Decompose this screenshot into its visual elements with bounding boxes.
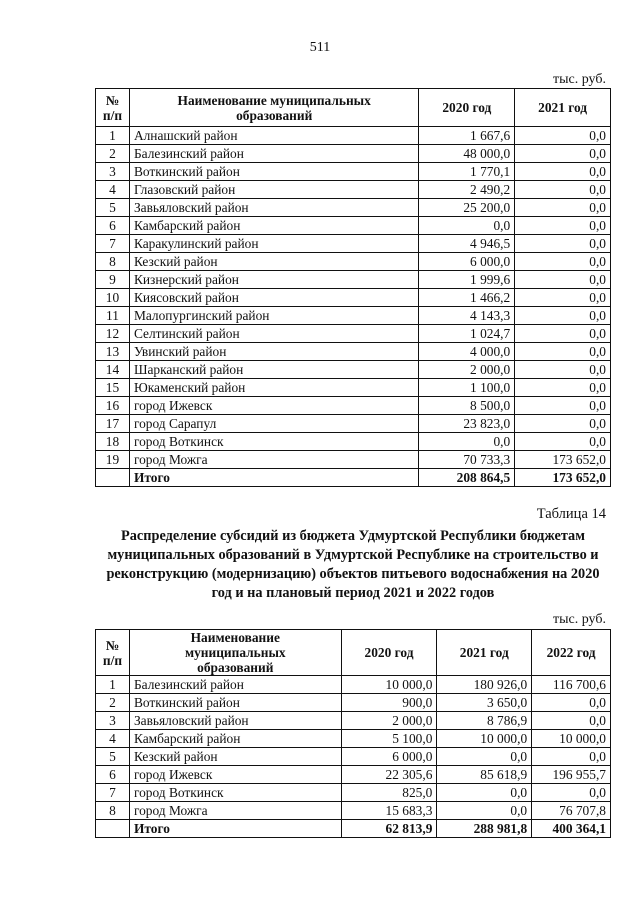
municipality-name: город Ижевск: [129, 397, 419, 415]
value-2021: 0,0: [437, 784, 532, 802]
table-row: [96, 748, 611, 766]
row-number: 6: [96, 766, 130, 784]
table2-units: тыс. руб.: [553, 612, 606, 627]
table-row: [96, 271, 611, 289]
value-2021: 0,0: [515, 361, 611, 379]
value-2021: 0,0: [515, 343, 611, 361]
table-row: [96, 253, 611, 271]
value-2020: 15 683,3: [341, 802, 437, 820]
value-2020: 6 000,0: [419, 253, 515, 271]
table2-caption: Таблица 14: [536, 506, 606, 522]
table2-title: Распределение субсидий из бюджета Удмуртской Республики бюджетам муниципальных образований в Удмуртской Республике на строительство и реконструкцию (модернизацию) объектов питьевого водоснабжения на 2020 год и на плановый период 2021 и 2022 годов: [106, 528, 600, 601]
value-2021: 0,0: [515, 379, 611, 397]
value-2020: 4 143,3: [419, 307, 515, 325]
value-2020: 70 733,3: [419, 451, 515, 469]
value-2021: 8 786,9: [437, 712, 532, 730]
value-2021: 0,0: [515, 253, 611, 271]
value-2021: 3 650,0: [437, 694, 532, 712]
row-number: 11: [96, 307, 130, 325]
header-name: Наименование муниципальных образований: [129, 630, 341, 676]
table-row: [96, 325, 611, 343]
value-2020: 2 490,2: [419, 181, 515, 199]
row-number: 10: [96, 289, 130, 307]
page-number: 511: [309, 40, 331, 55]
table-row: [96, 379, 611, 397]
table1-units: тыс. руб.: [553, 72, 606, 87]
row-number: 7: [96, 784, 130, 802]
total-row: [96, 469, 611, 487]
municipality-name: Увинский район: [129, 343, 419, 361]
value-2021: 0,0: [515, 271, 611, 289]
municipality-name: Селтинский район: [129, 325, 419, 343]
value-2021: 0,0: [515, 325, 611, 343]
table-row: [96, 730, 611, 748]
value-2021: 0,0: [515, 127, 611, 145]
table-row: [96, 235, 611, 253]
table-row: [96, 127, 611, 145]
total-2022: 400 364,1: [532, 820, 611, 838]
table-row: [96, 676, 611, 694]
value-2020: 1 466,2: [419, 289, 515, 307]
table-row: [96, 451, 611, 469]
value-2020: 23 823,0: [419, 415, 515, 433]
value-2020: 825,0: [341, 784, 437, 802]
value-2021: 180 926,0: [437, 676, 532, 694]
header-2020: 2020 год: [341, 630, 437, 676]
value-2020: 25 200,0: [419, 199, 515, 217]
table-row: [96, 181, 611, 199]
municipality-name: Камбарский район: [129, 730, 341, 748]
table-row: [96, 694, 611, 712]
row-number: 15: [96, 379, 130, 397]
row-number: 8: [96, 253, 130, 271]
municipality-name: город Можга: [129, 451, 419, 469]
total-label: Итого: [129, 469, 419, 487]
municipality-name: Кезский район: [129, 253, 419, 271]
value-2021: 0,0: [515, 433, 611, 451]
total-2020: 208 864,5: [419, 469, 515, 487]
value-2020: 6 000,0: [341, 748, 437, 766]
header-2021: 2021 год: [437, 630, 532, 676]
municipality-name: Завьяловский район: [129, 712, 341, 730]
value-2022: 196 955,7: [532, 766, 611, 784]
value-2020: 1 770,1: [419, 163, 515, 181]
value-2020: 0,0: [419, 433, 515, 451]
value-2021: 0,0: [437, 748, 532, 766]
value-2020: 900,0: [341, 694, 437, 712]
table-row: [96, 433, 611, 451]
value-2020: 5 100,0: [341, 730, 437, 748]
value-2020: 4 000,0: [419, 343, 515, 361]
municipality-name: Воткинский район: [129, 694, 341, 712]
municipality-name: город Ижевск: [129, 766, 341, 784]
municipality-name: Завьяловский район: [129, 199, 419, 217]
row-number: 17: [96, 415, 130, 433]
table-row: [96, 802, 611, 820]
value-2021: 10 000,0: [437, 730, 532, 748]
value-2022: 76 707,8: [532, 802, 611, 820]
row-number: 3: [96, 163, 130, 181]
total-2020: 62 813,9: [341, 820, 437, 838]
table-row: [96, 199, 611, 217]
row-number: 8: [96, 802, 130, 820]
table-row: [96, 784, 611, 802]
municipality-name: Воткинский район: [129, 163, 419, 181]
municipality-name: Шарканский район: [129, 361, 419, 379]
municipality-name: город Воткинск: [129, 433, 419, 451]
row-number: 3: [96, 712, 130, 730]
value-2021: 0,0: [515, 145, 611, 163]
value-2021: 0,0: [515, 307, 611, 325]
total-label: Итого: [129, 820, 341, 838]
row-number: 5: [96, 199, 130, 217]
total-num-cell: [96, 469, 130, 487]
value-2022: 10 000,0: [532, 730, 611, 748]
value-2021: 0,0: [515, 181, 611, 199]
value-2020: 2 000,0: [419, 361, 515, 379]
value-2020: 8 500,0: [419, 397, 515, 415]
table1-body: [96, 127, 611, 487]
header-num: № п/п: [96, 89, 130, 127]
value-2021: 0,0: [515, 397, 611, 415]
municipality-name: город Воткинск: [129, 784, 341, 802]
value-2021: 0,0: [515, 415, 611, 433]
table2: [95, 629, 611, 838]
value-2021: 0,0: [515, 163, 611, 181]
total-2021: 173 652,0: [515, 469, 611, 487]
table-row: [96, 361, 611, 379]
table-row: [96, 307, 611, 325]
municipality-name: Малопургинский район: [129, 307, 419, 325]
row-number: 7: [96, 235, 130, 253]
municipality-name: Камбарский район: [129, 217, 419, 235]
value-2022: 116 700,6: [532, 676, 611, 694]
municipality-name: Каракулинский район: [129, 235, 419, 253]
municipality-name: Юкаменский район: [129, 379, 419, 397]
value-2021: 0,0: [515, 289, 611, 307]
row-number: 6: [96, 217, 130, 235]
header-2020: 2020 год: [419, 89, 515, 127]
municipality-name: Кезский район: [129, 748, 341, 766]
value-2020: 10 000,0: [341, 676, 437, 694]
value-2020: 4 946,5: [419, 235, 515, 253]
row-number: 4: [96, 730, 130, 748]
row-number: 14: [96, 361, 130, 379]
row-number: 1: [96, 676, 130, 694]
table-row: [96, 217, 611, 235]
value-2020: 1 024,7: [419, 325, 515, 343]
row-number: 1: [96, 127, 130, 145]
table1: [95, 88, 611, 487]
municipality-name: Кизнерский район: [129, 271, 419, 289]
value-2021: 0,0: [515, 217, 611, 235]
header-2022: 2022 год: [532, 630, 611, 676]
value-2021: 173 652,0: [515, 451, 611, 469]
value-2021: 85 618,9: [437, 766, 532, 784]
municipality-name: Киясовский район: [129, 289, 419, 307]
table-row: [96, 145, 611, 163]
row-number: 4: [96, 181, 130, 199]
row-number: 16: [96, 397, 130, 415]
value-2021: 0,0: [437, 802, 532, 820]
value-2020: 0,0: [419, 217, 515, 235]
municipality-name: город Можга: [129, 802, 341, 820]
table-row: [96, 766, 611, 784]
value-2021: 0,0: [515, 199, 611, 217]
value-2020: 22 305,6: [341, 766, 437, 784]
table-row: [96, 397, 611, 415]
row-number: 19: [96, 451, 130, 469]
value-2020: 1 667,6: [419, 127, 515, 145]
header-num: № п/п: [96, 630, 130, 676]
value-2020: 1 999,6: [419, 271, 515, 289]
header-2021: 2021 год: [515, 89, 611, 127]
table-row: [96, 712, 611, 730]
value-2020: 1 100,0: [419, 379, 515, 397]
row-number: 13: [96, 343, 130, 361]
row-number: 5: [96, 748, 130, 766]
header-name: Наименование муниципальных образований: [129, 89, 419, 127]
total-2021: 288 981,8: [437, 820, 532, 838]
municipality-name: Алнашский район: [129, 127, 419, 145]
table-row: [96, 289, 611, 307]
row-number: 2: [96, 145, 130, 163]
value-2022: 0,0: [532, 784, 611, 802]
row-number: 2: [96, 694, 130, 712]
value-2022: 0,0: [532, 748, 611, 766]
table2-body: [96, 676, 611, 838]
table-row: [96, 343, 611, 361]
municipality-name: Балезинский район: [129, 145, 419, 163]
municipality-name: город Сарапул: [129, 415, 419, 433]
table-row: [96, 415, 611, 433]
value-2021: 0,0: [515, 235, 611, 253]
row-number: 12: [96, 325, 130, 343]
municipality-name: Глазовский район: [129, 181, 419, 199]
table-row: [96, 163, 611, 181]
value-2020: 2 000,0: [341, 712, 437, 730]
value-2022: 0,0: [532, 694, 611, 712]
value-2022: 0,0: [532, 712, 611, 730]
municipality-name: Балезинский район: [129, 676, 341, 694]
row-number: 18: [96, 433, 130, 451]
total-row: [96, 820, 611, 838]
value-2020: 48 000,0: [419, 145, 515, 163]
total-num-cell: [96, 820, 130, 838]
row-number: 9: [96, 271, 130, 289]
